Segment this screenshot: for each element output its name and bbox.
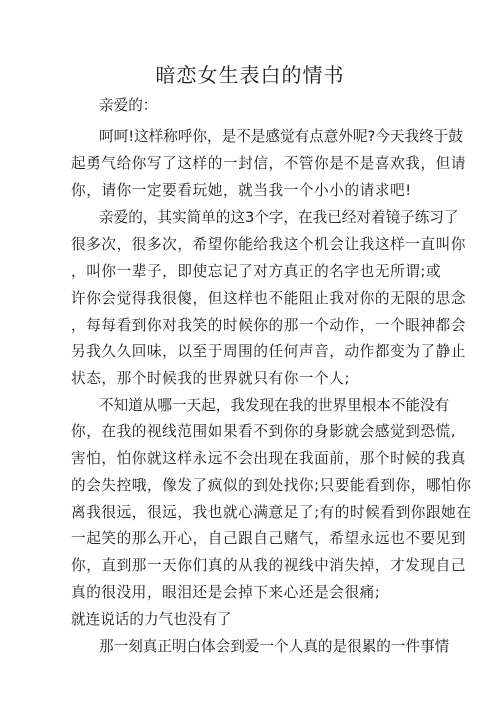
paragraph-2-line-3: ，叫你一辈子，即使忘记了对方真正的名字也无所谓;或 xyxy=(71,263,442,280)
paragraph-1-line-1: 呵呵!这样称呼你，是不是感觉有点意外呢?今天我终于鼓 xyxy=(99,128,463,145)
page-title: 暗恋女生表白的情书 xyxy=(155,63,345,87)
paragraph-3-line-3: 害怕，怕你就这样永远不会出现在我面前，那个时候的我真 xyxy=(71,450,467,467)
paragraph-4-line-1: 就连说话的力气也没有了 xyxy=(71,611,232,628)
paragraph-3-line-8: 真的很没用，眼泪还是会掉下来心还是会很痛; xyxy=(71,584,381,601)
paragraph-3-line-6: 一起笑的那么开心，自己跟自己赌气，希望永远也不要见到 xyxy=(71,530,467,547)
paragraph-2-line-1: 亲爱的，其实简单的这3个字，在我已经对着镜子练习了 xyxy=(99,209,459,226)
paragraph-3-line-5: 离我很远，很远，我也就心满意足了;有的时候看到你跟她在 xyxy=(71,504,472,521)
paragraph-2-line-4: 许你会觉得我很傻，但这样也不能阻止我对你的无限的思念 xyxy=(71,290,467,307)
paragraph-3-line-1: 不知道从哪一天起，我发现在我的世界里根本不能没有 xyxy=(99,397,450,414)
paragraph-1-line-2: 起勇气给你写了这样的一封信，不管你是不是喜欢我，但请 xyxy=(71,155,467,172)
paragraph-2-line-6: 另我久久回味，以至于周围的任何声音，动作都变为了静止 xyxy=(71,343,467,360)
paragraph-2-line-2: 很多次，很多次，希望你能给我这个机会让我这样一直叫你 xyxy=(71,236,467,253)
paragraph-1-line-3: 你，请你一定要看玩她，就当我一个小小的请求吧! xyxy=(71,182,412,199)
paragraph-2-line-7: 状态，那个时候我的世界就只有你一个人; xyxy=(71,370,351,387)
paragraph-3-line-2: 你，在我的视线范围如果看不到你的身影就会感觉到恐慌, xyxy=(71,423,457,440)
paragraph-3-line-4: 的会失控哦，像发了疯似的到处找你;只要能看到你，哪怕你 xyxy=(71,477,472,494)
paragraph-2-line-5: ，每每看到你对我笑的时候你的那一个动作，一个眼神都会 xyxy=(71,317,467,334)
salutation: 亲爱的： xyxy=(99,97,158,114)
paragraph-5-line-1: 那一刻真正明白体会到爱一个人真的是很累的一件事情 xyxy=(99,638,450,655)
paragraph-3-line-7: 你，直到那一天你们真的从我的视线中消失掉，才发现自己 xyxy=(71,557,467,574)
